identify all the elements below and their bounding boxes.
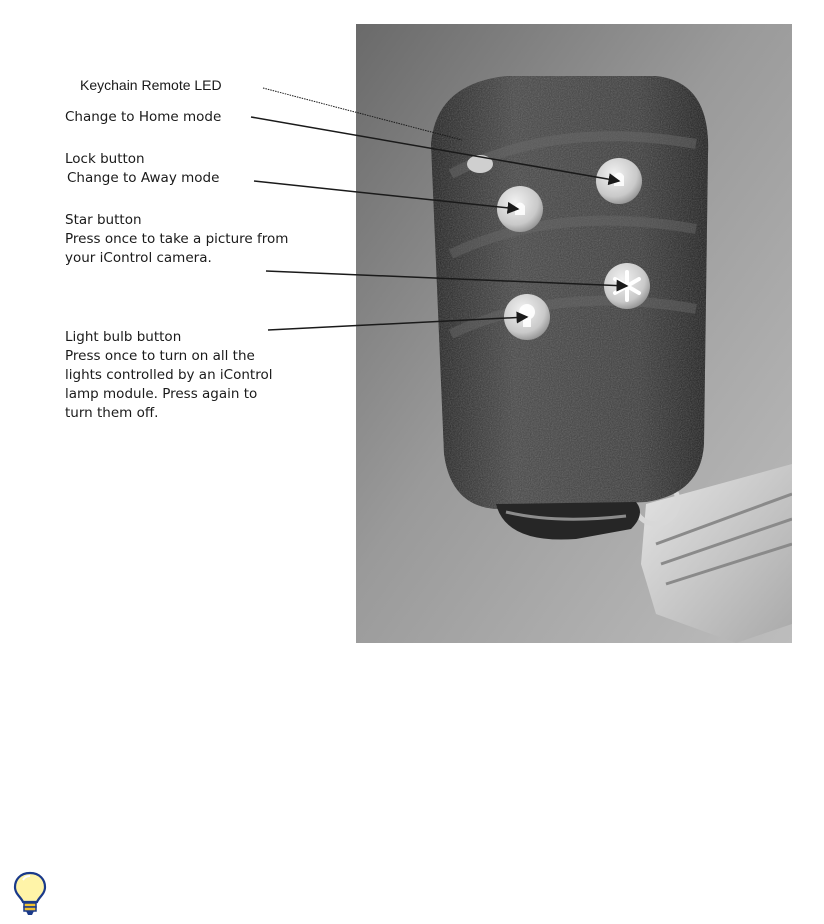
light-button-description-line-2: lights controlled by an iControl xyxy=(65,367,273,383)
label-light-bulb-button xyxy=(65,328,272,423)
label-lock-button xyxy=(65,150,219,188)
lightbulb-icon xyxy=(12,870,48,918)
star-button-title: Star button xyxy=(65,212,142,228)
led-indicator xyxy=(467,155,493,173)
keychain-remote-photo xyxy=(356,24,792,643)
light-button-description-line-1: Press once to turn on all the xyxy=(65,348,255,364)
star-button-description-line-2: your iControl camera. xyxy=(65,250,212,266)
lock-button-title: Lock button xyxy=(65,151,145,167)
remote-body xyxy=(431,76,708,540)
light-bulb-button xyxy=(504,294,550,340)
light-button-title: Light bulb button xyxy=(65,329,182,345)
lock-button-description: Change to Away mode xyxy=(67,170,220,186)
label-star-button xyxy=(65,211,288,268)
light-button-description-line-3: lamp module. Press again to xyxy=(65,386,258,402)
label-keychain-led: Keychain Remote LED xyxy=(80,77,222,93)
light-button-description-line-4: turn them off. xyxy=(65,405,159,421)
lock-button xyxy=(497,186,543,232)
home-button xyxy=(596,158,642,204)
label-home-mode: Change to Home mode xyxy=(65,109,222,125)
star-button-description-line-1: Press once to take a picture from xyxy=(65,231,289,247)
star-button xyxy=(604,263,650,309)
